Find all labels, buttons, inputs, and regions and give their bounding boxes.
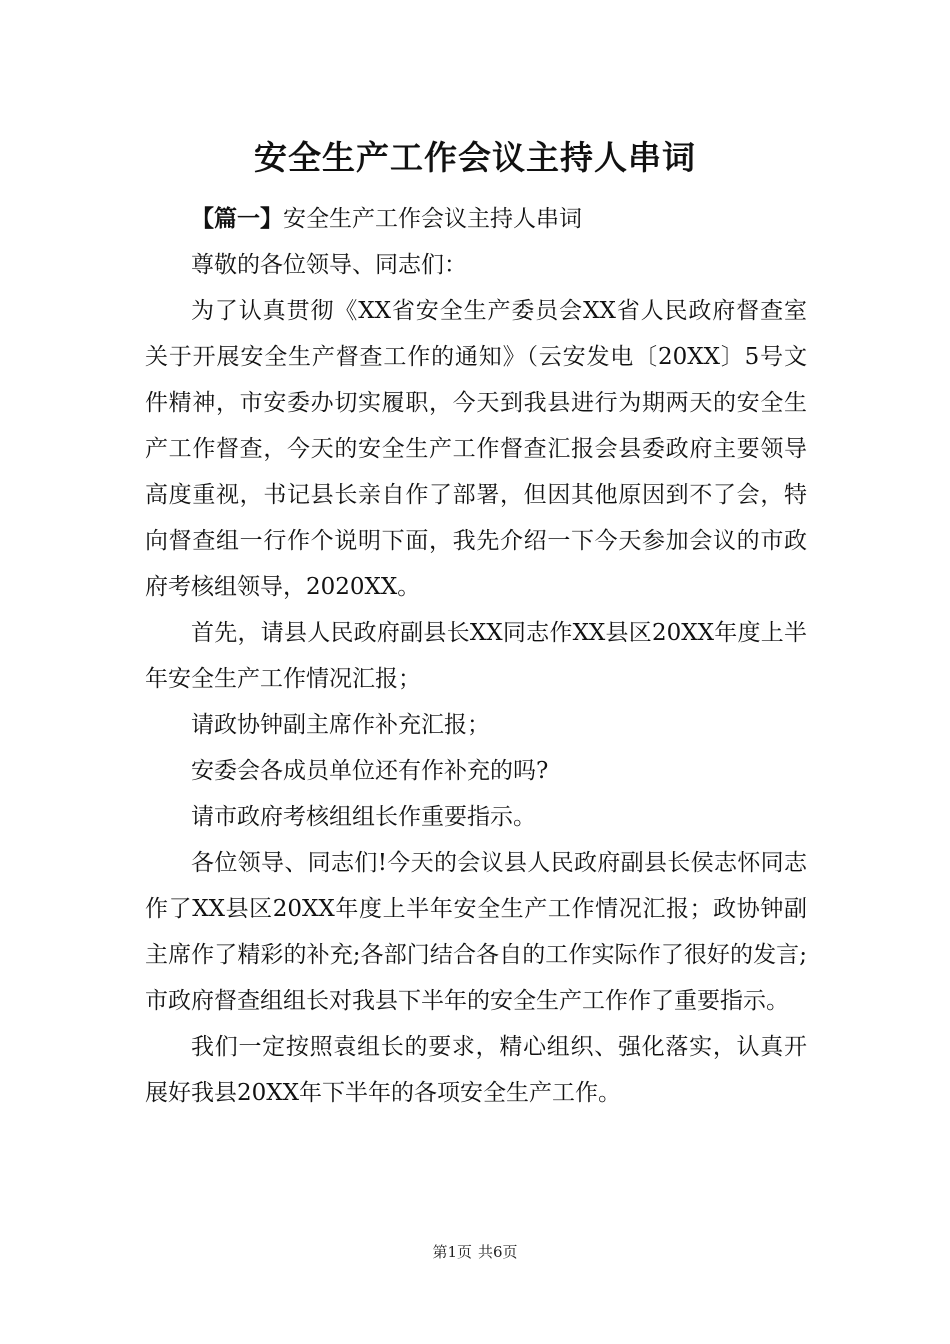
document-title: 安全生产工作会议主持人串词	[254, 138, 696, 177]
section-heading	[145, 196, 807, 242]
paragraph-summary: 各位领导、同志们!今天的会议县人民政府副县长侯志怀同志作了XX县区20XX年度上半年安全生产工作情况汇报；政协钟副主席作了精彩的补充;各部门结合各自的工作实际作了很好的发言;市政府督查组组长对我县下半年的安全生产工作作了重要指示。	[145, 850, 807, 1014]
page-number: 第1页	[432, 1243, 472, 1261]
page-total: 共6页	[478, 1243, 518, 1261]
paragraph-question: 安委会各成员单位还有作补充的吗?	[191, 758, 549, 784]
paragraph-instruction: 请市政府考核组组长作重要指示。	[191, 804, 536, 830]
paragraph-salutation: 尊敬的各位领导、同志们：	[191, 252, 467, 278]
paragraph-supplement: 请政协钟副主席作补充汇报；	[191, 712, 490, 738]
section-title: 安全生产工作会议主持人串词	[283, 206, 582, 232]
section-tag: 【篇一】	[191, 205, 283, 232]
paragraph-first-report: 首先，请县人民政府副县长XX同志作XX县区20XX年度上半年安全生产工作情况汇报；	[145, 620, 807, 692]
paragraph-opening: 为了认真贯彻《XX省安全生产委员会XX省人民政府督查室关于开展安全生产督查工作的通知》（云安发电〔20XX〕5号文件精神，市安委办切实履职，今天到我县进行为期两天的安全生产工作督查，今天的安全生产工作督查汇报会县委政府主要领导高度重视，书记县长亲自作了部署，但因其他原因到不了会，特向督查组一行作个说明下面，我先介绍一下今天参加会议的市政府考核组领导，2020XX。	[145, 298, 807, 600]
document-body	[145, 196, 807, 1116]
paragraph-closing: 我们一定按照袁组长的要求，精心组织、强化落实，认真开展好我县20XX年下半年的各项安全生产工作。	[145, 1034, 807, 1106]
page-footer	[0, 1240, 950, 1264]
